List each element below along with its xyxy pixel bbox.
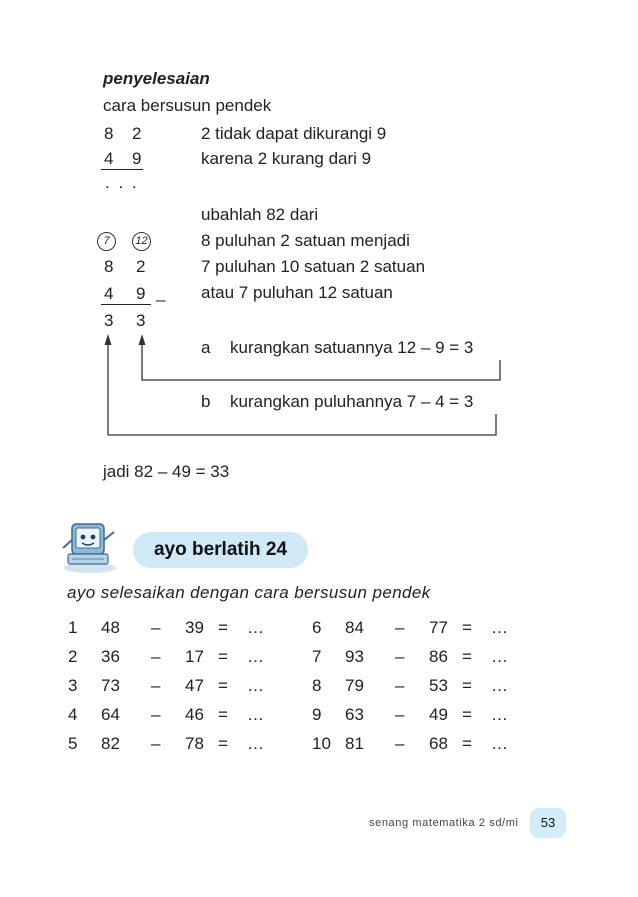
arrow-head-tens — [105, 334, 112, 345]
arrow-to-ones — [142, 345, 500, 380]
exercise-eq: = — [218, 676, 228, 695]
circled-tens: 7 — [97, 232, 116, 251]
exercise-no: 7 — [312, 647, 322, 666]
arrow-head-ones — [139, 334, 146, 345]
minus-sign: _ — [156, 283, 166, 302]
exercise-ans: … — [491, 705, 508, 724]
regroup-bottom-tens: 4 — [104, 284, 114, 303]
exercise-eq: = — [462, 647, 472, 666]
page-number: 53 — [530, 808, 566, 838]
exercise-eq: = — [462, 734, 472, 753]
exercise-no: 6 — [312, 618, 322, 637]
exercise-eq: = — [218, 734, 228, 753]
explain-line-6: atau 7 puluhan 12 satuan — [201, 283, 393, 302]
step-b-letter: b — [201, 392, 211, 411]
result-ones: 3 — [136, 311, 146, 330]
exercise-op: – — [395, 647, 405, 666]
step-a-letter: a — [201, 338, 211, 357]
second-digit-tens: 4 — [104, 149, 114, 168]
arrow-to-tens — [108, 345, 496, 435]
exercise-b: 86 — [429, 647, 448, 666]
exercise-eq: = — [462, 676, 472, 695]
method-label: cara bersusun pendek — [103, 96, 272, 115]
exercise-no: 5 — [68, 734, 78, 753]
top-digit-tens: 8 — [104, 124, 114, 143]
computer-mascot-icon — [58, 518, 122, 574]
exercise-ans: … — [247, 647, 264, 666]
book-title: senang matematika 2 sd/mi — [369, 817, 519, 829]
exercise-eq: = — [462, 618, 472, 637]
exercise-ans: … — [491, 618, 508, 637]
exercise-a: 84 — [345, 618, 364, 637]
exercise-no: 8 — [312, 676, 322, 695]
exercise-no: 4 — [68, 705, 78, 724]
exercise-a: 48 — [101, 618, 120, 637]
regroup-top-tens: 8 — [104, 257, 114, 276]
solution-heading: penyelesaian — [103, 69, 210, 88]
exercise-ans: … — [491, 676, 508, 695]
exercise-ans: … — [247, 734, 264, 753]
exercise-a: 73 — [101, 676, 120, 695]
explain-line-4: 8 puluhan 2 satuan menjadi — [201, 231, 410, 250]
exercise-b: 78 — [185, 734, 204, 753]
top-digit-ones: 2 — [132, 124, 142, 143]
exercise-a: 79 — [345, 676, 364, 695]
exercise-a: 64 — [101, 705, 120, 724]
exercise-op: – — [395, 705, 405, 724]
explain-line-3: ubahlah 82 dari — [201, 205, 319, 224]
exercise-op: – — [151, 705, 161, 724]
exercise-no: 9 — [312, 705, 322, 724]
exercise-b: 47 — [185, 676, 204, 695]
exercise-op: – — [395, 676, 405, 695]
practice-instruction: ayo selesaikan dengan cara bersusun pendek — [67, 583, 431, 602]
exercise-ans: … — [491, 647, 508, 666]
exercise-eq: = — [462, 705, 472, 724]
exercise-op: – — [151, 734, 161, 753]
exercise-b: 68 — [429, 734, 448, 753]
exercise-eq: = — [218, 618, 228, 637]
exercise-ans: … — [247, 676, 264, 695]
regroup-top-ones: 2 — [136, 257, 146, 276]
exercise-a: 81 — [345, 734, 364, 753]
exercise-op: – — [395, 734, 405, 753]
exercise-no: 10 — [312, 734, 331, 753]
exercise-eq: = — [218, 705, 228, 724]
exercise-op: – — [151, 647, 161, 666]
explain-line-1: 2 tidak dapat dikurangi 9 — [201, 124, 387, 143]
exercise-op: – — [395, 618, 405, 637]
exercise-a: 82 — [101, 734, 120, 753]
circled-ones: 12 — [132, 232, 151, 251]
conclusion: jadi 82 – 49 = 33 — [103, 462, 230, 481]
exercise-ans: … — [247, 618, 264, 637]
exercise-ans: … — [247, 705, 264, 724]
exercise-ans: … — [491, 734, 508, 753]
exercise-a: 63 — [345, 705, 364, 724]
exercise-a: 36 — [101, 647, 120, 666]
exercise-no: 3 — [68, 676, 78, 695]
exercise-op: – — [151, 676, 161, 695]
exercise-b: 46 — [185, 705, 204, 724]
exercise-eq: = — [218, 647, 228, 666]
step-a-text: kurangkan satuannya 12 – 9 = 3 — [230, 338, 474, 357]
exercise-a: 93 — [345, 647, 364, 666]
exercise-b: 77 — [429, 618, 448, 637]
step-b-text: kurangkan puluhannya 7 – 4 = 3 — [230, 392, 474, 411]
second-digit-ones: 9 — [132, 149, 142, 168]
exercise-no: 1 — [68, 618, 78, 637]
exercise-op: – — [151, 618, 161, 637]
exercise-b: 53 — [429, 676, 448, 695]
regroup-bottom-ones: 9 — [136, 284, 146, 303]
exercise-b: 17 — [185, 647, 204, 666]
practice-title: ayo berlatih 24 — [133, 532, 308, 568]
result-tens: 3 — [104, 311, 114, 330]
exercise-b: 49 — [429, 705, 448, 724]
explain-line-2: karena 2 kurang dari 9 — [201, 149, 372, 168]
explain-line-5: 7 puluhan 10 satuan 2 satuan — [201, 257, 426, 276]
dots-placeholder: . . . — [105, 173, 139, 192]
exercise-no: 2 — [68, 647, 78, 666]
exercise-b: 39 — [185, 618, 204, 637]
